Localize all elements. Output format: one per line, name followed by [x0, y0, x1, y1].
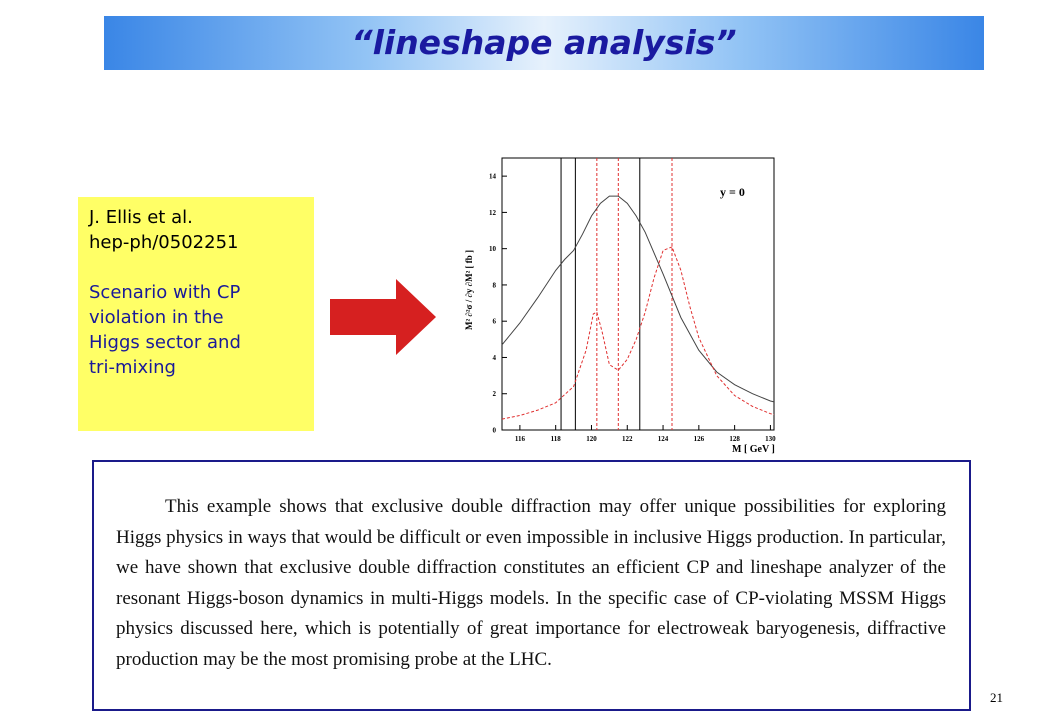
slide-title: “lineshape analysis” [351, 23, 737, 62]
excerpt-text: This example shows that exclusive double diffraction may offer unique possibilities for exploring Higgs physics in ways that would be difficult or even impossible in inclusive Higgs production. In particular, we have shown that exclusive double diffraction constitutes an efficient CP and lineshape analyzer of the resonant Higgs-boson dynamics in multi-Higgs models. In the specific case of CP-violating MSSM Higgs physics discussed here, which is potentially of great importance for electroweak baryogenesis, diffractive production may be the most promising probe at the LHC. [116, 496, 946, 670]
y-axis-label: M² ∂²σ / ∂y ∂M² [ fb ] [464, 249, 474, 331]
scenario-description: Scenario with CP violation in the Higgs sector and tri-mixing [89, 282, 241, 378]
y-tick-label: 6 [492, 317, 496, 326]
y-equals-zero-label: y = 0 [720, 185, 745, 199]
x-tick-label: 126 [693, 435, 705, 443]
x-tick-label: 122 [622, 435, 633, 443]
y-tick-label: 10 [489, 245, 496, 254]
x-tick-label: 130 [765, 435, 776, 443]
x-axis-label: M [ GeV ] [732, 444, 775, 455]
series-line-1 [502, 247, 774, 419]
citation-text: J. Ellis et al. hep-ph/0502251 [89, 207, 239, 253]
y-tick-label: 12 [489, 208, 496, 217]
lineshape-chart [458, 150, 788, 462]
title-bar [104, 16, 984, 70]
x-tick-label: 118 [550, 435, 561, 443]
page-number: 21 [990, 690, 1003, 705]
y-tick-label: 8 [492, 281, 496, 290]
reference-note [78, 197, 314, 431]
series-line-0 [502, 196, 774, 402]
y-tick-label: 2 [492, 390, 496, 399]
y-tick-label: 0 [492, 426, 496, 435]
x-tick-label: 124 [657, 435, 669, 443]
y-tick-label: 14 [489, 172, 496, 181]
y-tick-label: 4 [492, 353, 496, 362]
x-tick-label: 116 [514, 435, 525, 443]
x-tick-label: 128 [729, 435, 740, 443]
right-arrow-icon [328, 277, 440, 357]
paper-excerpt [92, 460, 971, 711]
x-tick-label: 120 [586, 435, 597, 443]
